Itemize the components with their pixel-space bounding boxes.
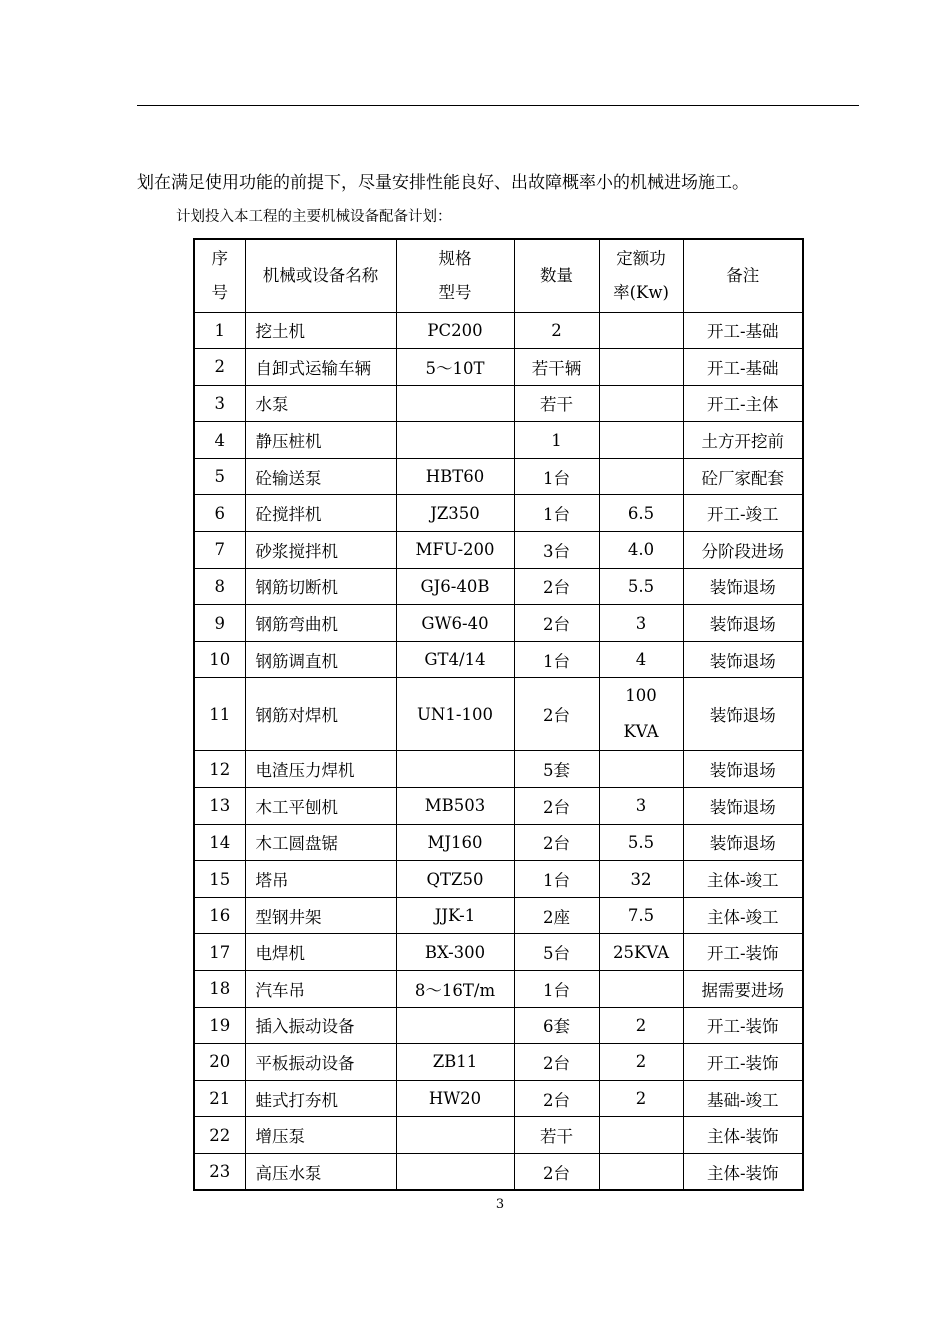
cell-spec: HW20 — [396, 1080, 514, 1117]
cell-note: 开工-装饰 — [683, 934, 803, 971]
table-row — [194, 1080, 803, 1117]
cell-spec — [396, 1153, 514, 1190]
cell-spec: GW6-40 — [396, 605, 514, 642]
cell-power: 5.5 — [599, 568, 683, 605]
cell-no: 11 — [194, 678, 245, 751]
table-row — [194, 788, 803, 825]
cell-no: 3 — [194, 385, 245, 422]
cell-note: 装饰退场 — [683, 824, 803, 861]
cell-note: 装饰退场 — [683, 568, 803, 605]
cell-spec — [396, 385, 514, 422]
cell-no: 7 — [194, 532, 245, 569]
cell-no: 4 — [194, 422, 245, 459]
table-row — [194, 641, 803, 678]
cell-no: 22 — [194, 1117, 245, 1154]
table-row — [194, 1153, 803, 1190]
cell-name: 高压水泵 — [245, 1153, 396, 1190]
cell-no: 17 — [194, 934, 245, 971]
cell-no: 14 — [194, 824, 245, 861]
cell-no: 5 — [194, 458, 245, 495]
cell-qty: 2台 — [514, 788, 599, 825]
cell-spec: JJK-1 — [396, 897, 514, 934]
cell-name: 增压泵 — [245, 1117, 396, 1154]
header-qty: 数量 — [514, 239, 599, 312]
table-row — [194, 422, 803, 459]
cell-power — [599, 1117, 683, 1154]
cell-no: 20 — [194, 1044, 245, 1081]
cell-name: 砂浆搅拌机 — [245, 532, 396, 569]
cell-spec: MJ160 — [396, 824, 514, 861]
cell-spec — [396, 751, 514, 788]
table-row — [194, 495, 803, 532]
table-row — [194, 861, 803, 898]
cell-spec — [396, 1007, 514, 1044]
cell-power — [599, 312, 683, 349]
equipment-table — [193, 238, 804, 1191]
cell-power: 2 — [599, 1044, 683, 1081]
cell-name: 电焊机 — [245, 934, 396, 971]
cell-name: 塔吊 — [245, 861, 396, 898]
header-name: 机械或设备名称 — [245, 239, 396, 312]
table-row — [194, 824, 803, 861]
cell-no: 23 — [194, 1153, 245, 1190]
cell-qty: 5套 — [514, 751, 599, 788]
cell-name: 砼输送泵 — [245, 458, 396, 495]
cell-note: 装饰退场 — [683, 788, 803, 825]
table-row — [194, 532, 803, 569]
cell-spec: 8～16T/m — [396, 971, 514, 1008]
cell-name: 砼搅拌机 — [245, 495, 396, 532]
cell-power: 25KVA — [599, 934, 683, 971]
table-row — [194, 678, 803, 751]
cell-qty: 3台 — [514, 532, 599, 569]
cell-note: 主体-装饰 — [683, 1153, 803, 1190]
body-paragraph: 划在满足使用功能的前提下，尽量安排性能良好、出故障概率小的机械进场施工。 — [137, 173, 749, 193]
cell-note: 主体-竣工 — [683, 897, 803, 934]
cell-qty: 5台 — [514, 934, 599, 971]
cell-power: 6.5 — [599, 495, 683, 532]
cell-name: 静压桩机 — [245, 422, 396, 459]
cell-note: 开工-竣工 — [683, 495, 803, 532]
cell-qty: 若干 — [514, 1117, 599, 1154]
cell-note: 据需要进场 — [683, 971, 803, 1008]
cell-qty: 1台 — [514, 641, 599, 678]
cell-power — [599, 458, 683, 495]
cell-name: 钢筋弯曲机 — [245, 605, 396, 642]
cell-qty: 2台 — [514, 605, 599, 642]
cell-spec: ZB11 — [396, 1044, 514, 1081]
cell-spec: BX-300 — [396, 934, 514, 971]
header-spec — [396, 239, 514, 312]
table-row — [194, 897, 803, 934]
cell-qty: 若干 — [514, 385, 599, 422]
cell-qty: 2台 — [514, 1153, 599, 1190]
cell-note: 开工-基础 — [683, 312, 803, 349]
cell-spec: PC200 — [396, 312, 514, 349]
cell-qty: 2台 — [514, 678, 599, 751]
cell-name: 钢筋调直机 — [245, 641, 396, 678]
header-no — [194, 239, 245, 312]
header-spec-line1: 规格 — [438, 248, 472, 268]
cell-name: 平板振动设备 — [245, 1044, 396, 1081]
cell-note: 装饰退场 — [683, 641, 803, 678]
cell-power: 4 — [599, 641, 683, 678]
cell-spec — [396, 422, 514, 459]
cell-note: 装饰退场 — [683, 678, 803, 751]
table-row — [194, 312, 803, 349]
header-no-line2: 号 — [211, 282, 228, 302]
cell-note: 开工-主体 — [683, 385, 803, 422]
table-row — [194, 568, 803, 605]
cell-no: 16 — [194, 897, 245, 934]
cell-qty: 若干辆 — [514, 349, 599, 386]
cell-qty: 2 — [514, 312, 599, 349]
cell-name: 钢筋切断机 — [245, 568, 396, 605]
cell-spec: UN1-100 — [396, 678, 514, 751]
table-caption: 计划投入本工程的主要机械设备配备计划： — [176, 209, 452, 225]
cell-spec: GT4/14 — [396, 641, 514, 678]
header-power — [599, 239, 683, 312]
cell-power — [599, 678, 683, 751]
cell-power: 3 — [599, 605, 683, 642]
cell-note: 基础-竣工 — [683, 1080, 803, 1117]
cell-note: 开工-基础 — [683, 349, 803, 386]
cell-note: 砼厂家配套 — [683, 458, 803, 495]
cell-power — [599, 422, 683, 459]
header-note: 备注 — [683, 239, 803, 312]
cell-power — [599, 751, 683, 788]
cell-no: 15 — [194, 861, 245, 898]
cell-power — [599, 971, 683, 1008]
table-header-row — [194, 239, 803, 312]
cell-name: 电渣压力焊机 — [245, 751, 396, 788]
table-row — [194, 349, 803, 386]
header-power-line2: 率(Kw) — [613, 282, 669, 302]
cell-no: 6 — [194, 495, 245, 532]
cell-power — [599, 1153, 683, 1190]
cell-spec: JZ350 — [396, 495, 514, 532]
cell-no: 2 — [194, 349, 245, 386]
cell-power: 2 — [599, 1080, 683, 1117]
cell-spec: QTZ50 — [396, 861, 514, 898]
cell-no: 9 — [194, 605, 245, 642]
cell-qty: 1台 — [514, 458, 599, 495]
cell-note: 装饰退场 — [683, 751, 803, 788]
cell-name: 木工平刨机 — [245, 788, 396, 825]
cell-note: 分阶段进场 — [683, 532, 803, 569]
cell-qty: 1台 — [514, 495, 599, 532]
header-spec-line2: 型号 — [438, 282, 472, 302]
cell-qty: 1 — [514, 422, 599, 459]
cell-no: 19 — [194, 1007, 245, 1044]
table-row — [194, 971, 803, 1008]
cell-no: 12 — [194, 751, 245, 788]
cell-spec: HBT60 — [396, 458, 514, 495]
table-row — [194, 458, 803, 495]
table-row — [194, 1044, 803, 1081]
cell-no: 10 — [194, 641, 245, 678]
cell-power: 4.0 — [599, 532, 683, 569]
table-row — [194, 385, 803, 422]
cell-qty: 2台 — [514, 568, 599, 605]
cell-power: 7.5 — [599, 897, 683, 934]
cell-no: 13 — [194, 788, 245, 825]
cell-spec — [396, 1117, 514, 1154]
cell-spec: GJ6-40B — [396, 568, 514, 605]
table-row — [194, 1117, 803, 1154]
cell-qty: 2台 — [514, 1080, 599, 1117]
cell-spec: MB503 — [396, 788, 514, 825]
cell-note: 主体-装饰 — [683, 1117, 803, 1154]
header-rule — [137, 105, 859, 106]
cell-qty: 2座 — [514, 897, 599, 934]
cell-qty: 2台 — [514, 824, 599, 861]
cell-power — [599, 385, 683, 422]
table-row — [194, 934, 803, 971]
cell-no: 18 — [194, 971, 245, 1008]
table-body — [194, 312, 803, 1190]
cell-power: 5.5 — [599, 824, 683, 861]
cell-name: 型钢井架 — [245, 897, 396, 934]
cell-note: 土方开挖前 — [683, 422, 803, 459]
header-no-line1: 序 — [211, 248, 228, 268]
cell-name: 插入振动设备 — [245, 1007, 396, 1044]
cell-no: 21 — [194, 1080, 245, 1117]
table-row — [194, 1007, 803, 1044]
cell-spec: 5～10T — [396, 349, 514, 386]
cell-name: 自卸式运输车辆 — [245, 349, 396, 386]
cell-qty: 6套 — [514, 1007, 599, 1044]
cell-no: 1 — [194, 312, 245, 349]
cell-power-line: 100 — [625, 686, 657, 706]
header-power-line1: 定额功 — [616, 248, 666, 268]
cell-qty: 1台 — [514, 971, 599, 1008]
cell-note: 主体-竣工 — [683, 861, 803, 898]
cell-name: 汽车吊 — [245, 971, 396, 1008]
cell-name: 木工圆盘锯 — [245, 824, 396, 861]
cell-name: 钢筋对焊机 — [245, 678, 396, 751]
cell-note: 开工-装饰 — [683, 1007, 803, 1044]
cell-note: 装饰退场 — [683, 605, 803, 642]
cell-name: 蛙式打夯机 — [245, 1080, 396, 1117]
cell-note: 开工-装饰 — [683, 1044, 803, 1081]
cell-name: 水泵 — [245, 385, 396, 422]
cell-power: 3 — [599, 788, 683, 825]
table-row — [194, 751, 803, 788]
cell-name: 挖土机 — [245, 312, 396, 349]
cell-no: 8 — [194, 568, 245, 605]
cell-spec: MFU-200 — [396, 532, 514, 569]
table-row — [194, 605, 803, 642]
cell-qty: 2台 — [514, 1044, 599, 1081]
cell-qty: 1台 — [514, 861, 599, 898]
cell-power: 32 — [599, 861, 683, 898]
cell-power-line: KVA — [623, 722, 659, 742]
cell-power: 2 — [599, 1007, 683, 1044]
page-number: 3 — [495, 1197, 505, 1212]
cell-power — [599, 349, 683, 386]
